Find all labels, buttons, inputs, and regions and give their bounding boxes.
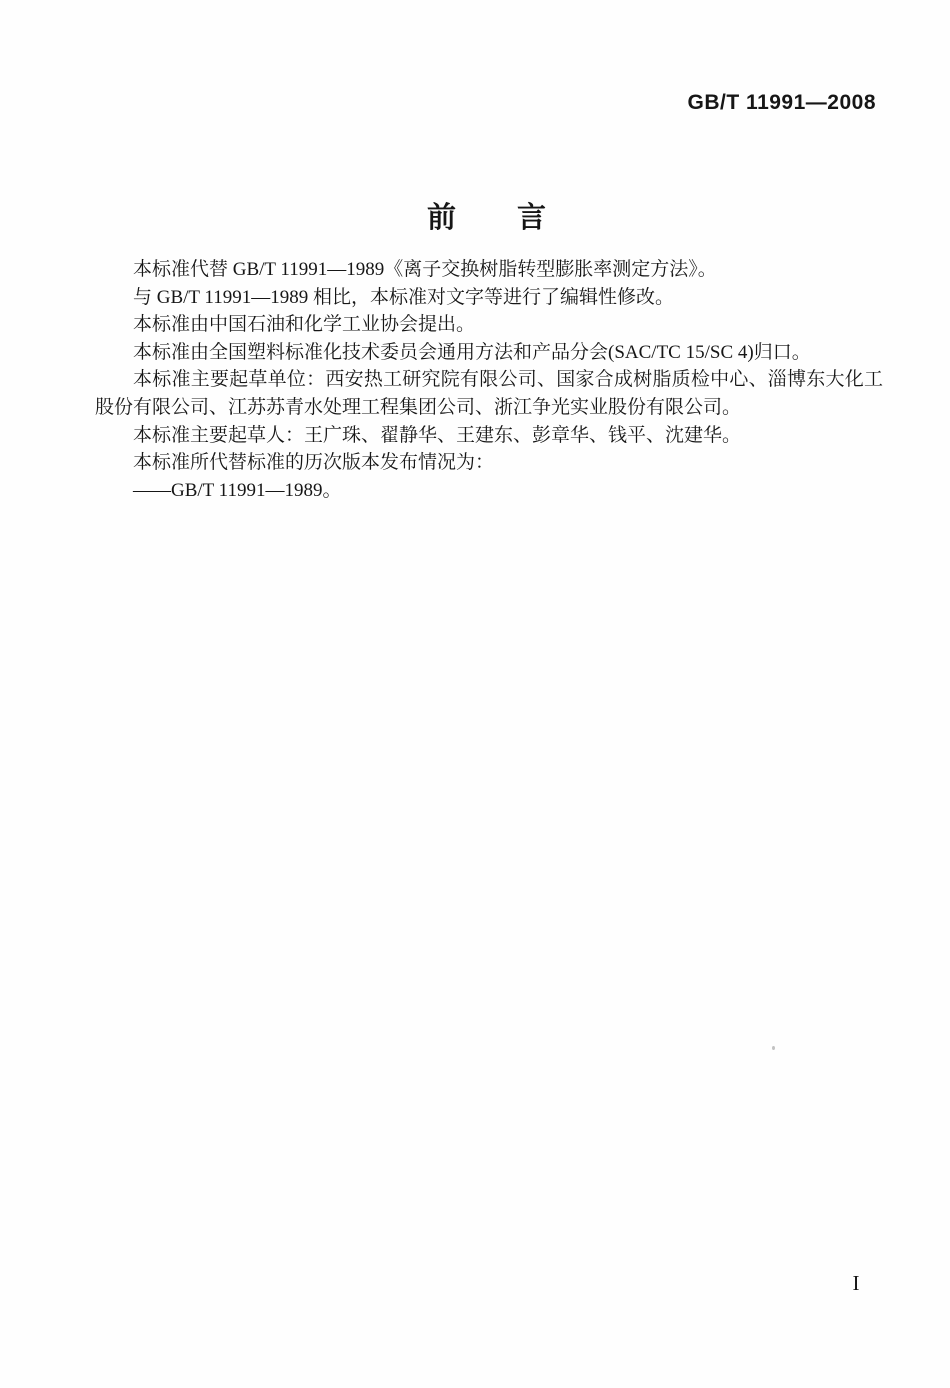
standard-code: GB/T 11991—2008 [687,91,876,114]
page-number: I [852,1271,860,1295]
paragraph-drafting-organizations: 本标准主要起草单位：西安热工研究院有限公司、国家合成树脂质检中心、淄博东大化工股份有限公司、江苏苏青水处理工程集团公司、浙江争光实业股份有限公司。 [95,369,883,418]
paragraph-proposed-by: 本标准由中国石油和化学工业协会提出。 [133,314,476,336]
paragraph-drafters: 本标准主要起草人：王广珠、翟静华、王建东、彭章华、钱平、沈建华。 [133,424,742,446]
paragraph-previous-editions-intro: 本标准所代替标准的历次版本发布情况为： [133,452,495,474]
paragraph-previous-edition-item: ——GB/T 11991—1989。 [133,479,342,501]
paragraph-under-jurisdiction: 本标准由全国塑料标准化技术委员会通用方法和产品分会(SAC/TC 15/SC 4)归口。 [133,341,811,363]
paragraph-replaces: 本标准代替 GB/T 11991—1989《离子交换树脂转型膨胀率测定方法》。 [133,259,717,280]
foreword-body [95,256,883,504]
paragraph-comparison: 与 GB/T 11991—1989 相比，本标准对文字等进行了编辑性修改。 [133,286,674,308]
page-title: 前 言 [426,202,547,235]
scan-artifact [772,1046,775,1050]
